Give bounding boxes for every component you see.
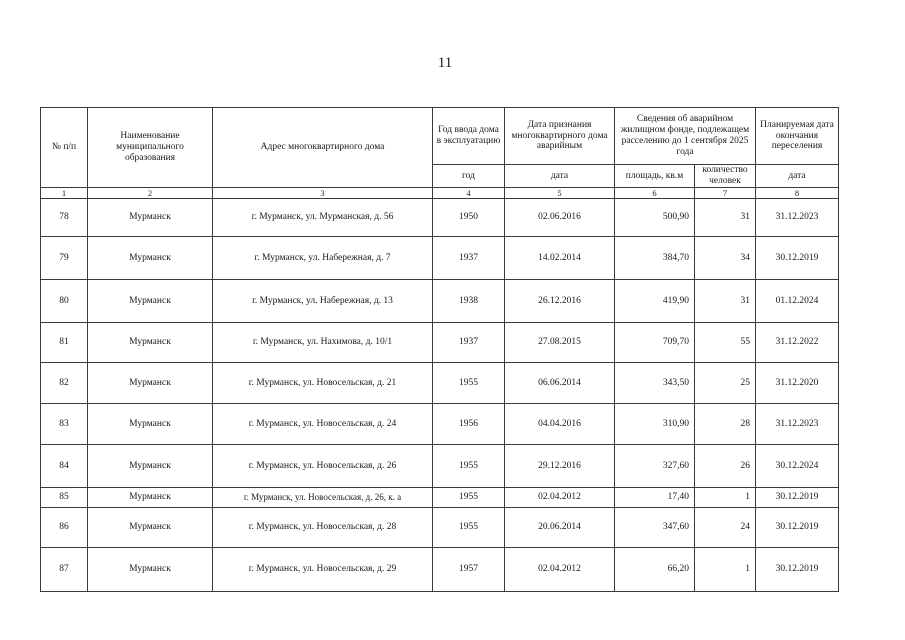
table-row [41, 323, 839, 363]
table-row [41, 548, 839, 592]
cell-planned-date: 31.12.2023 [756, 404, 839, 445]
table-row [41, 237, 839, 280]
table-row [41, 508, 839, 548]
cell-no: 78 [41, 199, 88, 237]
cell-year: 1937 [433, 323, 505, 363]
cell-year: 1955 [433, 488, 505, 508]
column-number: 3 [213, 188, 433, 199]
cell-address: г. Мурманск, ул. Набережная, д. 7 [213, 237, 433, 280]
cell-municipality: Мурманск [88, 237, 213, 280]
cell-address: г. Мурманск, ул. Мурманская, д. 56 [213, 199, 433, 237]
cell-year: 1937 [433, 237, 505, 280]
cell-municipality: Мурманск [88, 548, 213, 592]
cell-planned-date: 30.12.2019 [756, 488, 839, 508]
cell-no: 86 [41, 508, 88, 548]
column-number: 1 [41, 188, 88, 199]
cell-recognized-date: 02.06.2016 [505, 199, 615, 237]
cell-area: 17,40 [615, 488, 695, 508]
table-body [41, 199, 839, 592]
cell-recognized-date: 20.06.2014 [505, 508, 615, 548]
column-number: 6 [615, 188, 695, 199]
cell-year: 1950 [433, 199, 505, 237]
cell-no: 83 [41, 404, 88, 445]
cell-area: 327,60 [615, 445, 695, 488]
cell-municipality: Мурманск [88, 488, 213, 508]
cell-no: 80 [41, 280, 88, 323]
cell-municipality: Мурманск [88, 280, 213, 323]
cell-people: 25 [695, 363, 756, 404]
cell-recognized-date: 04.04.2016 [505, 404, 615, 445]
cell-address: г. Мурманск, ул. Новосельская, д. 26 [213, 445, 433, 488]
cell-planned-date: 30.12.2019 [756, 237, 839, 280]
column-number-row [41, 188, 839, 199]
cell-recognized-date: 02.04.2012 [505, 488, 615, 508]
cell-year: 1955 [433, 508, 505, 548]
cell-address: г. Мурманск, ул. Нахимова, д. 10/1 [213, 323, 433, 363]
cell-planned-date: 30.12.2024 [756, 445, 839, 488]
cell-area: 310,90 [615, 404, 695, 445]
column-number: 7 [695, 188, 756, 199]
cell-municipality: Мурманск [88, 199, 213, 237]
cell-people: 31 [695, 199, 756, 237]
cell-people: 1 [695, 548, 756, 592]
cell-address: г. Мурманск, ул. Набережная, д. 13 [213, 280, 433, 323]
cell-area: 500,90 [615, 199, 695, 237]
cell-municipality: Мурманск [88, 508, 213, 548]
cell-planned-date: 31.12.2020 [756, 363, 839, 404]
cell-people: 24 [695, 508, 756, 548]
header-year-group: Год ввода дома в эксплуатацию [433, 108, 505, 165]
cell-address: г. Мурманск, ул. Новосельская, д. 24 [213, 404, 433, 445]
cell-municipality: Мурманск [88, 404, 213, 445]
cell-municipality: Мурманск [88, 323, 213, 363]
cell-people: 26 [695, 445, 756, 488]
cell-area: 66,20 [615, 548, 695, 592]
header-sub-people: количество человек [695, 165, 756, 188]
cell-area: 419,90 [615, 280, 695, 323]
cell-people: 31 [695, 280, 756, 323]
cell-no: 84 [41, 445, 88, 488]
cell-area: 709,70 [615, 323, 695, 363]
cell-municipality: Мурманск [88, 363, 213, 404]
table-row [41, 488, 839, 508]
cell-year: 1957 [433, 548, 505, 592]
table-row [41, 363, 839, 404]
cell-no: 87 [41, 548, 88, 592]
cell-planned-date: 31.12.2023 [756, 199, 839, 237]
header-no: № п/п [41, 108, 88, 188]
column-number: 2 [88, 188, 213, 199]
header-sub-area: площадь, кв.м [615, 165, 695, 188]
table-header [41, 108, 839, 199]
cell-people: 28 [695, 404, 756, 445]
cell-recognized-date: 14.02.2014 [505, 237, 615, 280]
cell-area: 347,60 [615, 508, 695, 548]
cell-address: г. Мурманск, ул. Новосельская, д. 29 [213, 548, 433, 592]
cell-area: 384,70 [615, 237, 695, 280]
header-address: Адрес многоквартирного дома [213, 108, 433, 188]
emergency-housing-table [40, 107, 839, 592]
cell-planned-date: 31.12.2022 [756, 323, 839, 363]
cell-recognized-date: 27.08.2015 [505, 323, 615, 363]
column-number: 5 [505, 188, 615, 199]
cell-people: 34 [695, 237, 756, 280]
cell-recognized-date: 29.12.2016 [505, 445, 615, 488]
header-sub-date: дата [505, 165, 615, 188]
cell-no: 82 [41, 363, 88, 404]
column-number: 8 [756, 188, 839, 199]
cell-address: г. Мурманск, ул. Новосельская, д. 26, к. а [213, 488, 433, 508]
page-number: 11 [437, 55, 453, 71]
header-sub-plan-date: дата [756, 165, 839, 188]
cell-year: 1938 [433, 280, 505, 323]
cell-planned-date: 01.12.2024 [756, 280, 839, 323]
cell-recognized-date: 02.04.2012 [505, 548, 615, 592]
table-row [41, 199, 839, 237]
cell-address: г. Мурманск, ул. Новосельская, д. 21 [213, 363, 433, 404]
header-info-group: Сведения об аварийном жилищном фонде, подлежащем расселению до 1 сентября 2025 года [615, 108, 756, 165]
cell-year: 1955 [433, 445, 505, 488]
cell-no: 81 [41, 323, 88, 363]
header-plan-group: Планируемая дата окончания переселения [756, 108, 839, 165]
cell-recognized-date: 26.12.2016 [505, 280, 615, 323]
header-municipality: Наименование муниципального образования [88, 108, 213, 188]
cell-planned-date: 30.12.2019 [756, 508, 839, 548]
column-number: 4 [433, 188, 505, 199]
cell-address: г. Мурманск, ул. Новосельская, д. 28 [213, 508, 433, 548]
cell-no: 85 [41, 488, 88, 508]
cell-planned-date: 30.12.2019 [756, 548, 839, 592]
cell-municipality: Мурманск [88, 445, 213, 488]
cell-area: 343,50 [615, 363, 695, 404]
cell-people: 1 [695, 488, 756, 508]
table-row [41, 404, 839, 445]
table-row [41, 445, 839, 488]
cell-year: 1955 [433, 363, 505, 404]
header-sub-year: год [433, 165, 505, 188]
cell-no: 79 [41, 237, 88, 280]
cell-year: 1956 [433, 404, 505, 445]
header-date-group: Дата признания многоквартирного дома аварийным [505, 108, 615, 165]
cell-people: 55 [695, 323, 756, 363]
cell-recognized-date: 06.06.2014 [505, 363, 615, 404]
table-row [41, 280, 839, 323]
